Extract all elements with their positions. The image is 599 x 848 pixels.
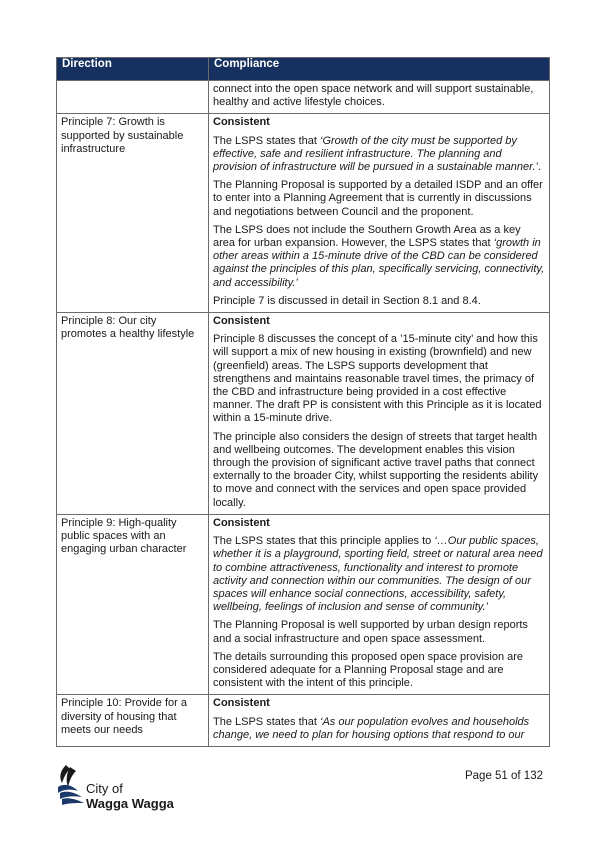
compliance-status: Consistent	[213, 697, 270, 710]
direction-cell: Principle 10: Provide for a diversity of housing that meets our needs	[57, 695, 209, 747]
logo-text	[86, 781, 174, 811]
wagga-wagga-emblem-icon	[56, 763, 90, 807]
compliance-cell	[209, 514, 550, 694]
compliance-paragraph: The LSPS states that this principle applies to ‘…Our public spaces, whether it is a playground, sporting field, street or natural area need to combine attractiveness, functionality and interest to promote activity and connection within our communities. The design of our spaces will enhance social connections, accessibility, safety, wellbeing, feelings of inclusion and sense of community.’	[213, 535, 543, 614]
direction-cell: Principle 9: High-quality public spaces with an engaging urban character	[57, 514, 209, 694]
direction-cell: Principle 8: Our city promotes a healthy lifestyle	[57, 313, 209, 515]
compliance-paragraph: The principle also considers the design of streets that target health and wellbeing outcomes. The development enables this vision through the provision of significant active travel paths that connect externally to the broader City, whilst supporting the residents ability to move and connect with the services and open space provided locally.	[213, 430, 539, 509]
compliance-status: Consistent	[213, 315, 270, 328]
compliance-cell	[209, 313, 550, 515]
direction-cell-empty	[57, 81, 209, 114]
compliance-paragraph: The Planning Proposal is supported by a detailed ISDP and an offer to enter into a Planning Agreement that is currently in discussions and negotiations between Council and the proponent.	[213, 179, 543, 218]
continuation-text: connect into the open space network and will support sustainable, healthy and active lifestyle choices.	[213, 83, 534, 109]
table-row	[57, 695, 550, 747]
direction-cell: Principle 7: Growth is supported by sustainable infrastructure	[57, 114, 209, 313]
table-row	[57, 313, 550, 515]
compliance-paragraph: Principle 8 discusses the concept of a ’15-minute city’ and how this will support a mix of new housing in existing (brownfield) and new (greenfield) areas. The LSPS supports development that strengthens and maintains reasonable travel times, the primacy of the CBD and infrastructure being provided in a cost effective manner. The draft PP is consistent with this Principle as it is located within a 15-minute drive.	[213, 333, 542, 425]
compliance-status: Consistent	[213, 116, 270, 129]
compliance-cell	[209, 695, 550, 747]
compliance-paragraph: The details surrounding this proposed open space provision are considered adequate for a Planning Proposal stage and are consistent with the intent of this principle.	[213, 650, 524, 690]
table-row	[57, 114, 550, 313]
page-number: Page 51 of 132	[464, 770, 543, 782]
table-row	[57, 514, 550, 694]
compliance-paragraph: The Planning Proposal is well supported by urban design reports and a social infrastructure and open space assessment.	[213, 619, 528, 645]
compliance-status: Consistent	[213, 516, 270, 529]
table-header-row	[57, 58, 550, 81]
compliance-cell	[209, 114, 550, 313]
city-logo	[56, 763, 186, 815]
compliance-paragraph: The LSPS states that ‘Growth of the city must be supported by effective, safe and resilient infrastructure. The planning and provision of infrastructure will be pursued in a sustainable manner.’.	[213, 134, 541, 174]
compliance-paragraph: The LSPS states that ‘As our population evolves and households change, we need to plan for housing options that respond to our	[213, 715, 530, 741]
header-compliance: Compliance	[209, 58, 550, 81]
compliance-paragraph: Principle 7 is discussed in detail in Section 8.1 and 8.4.	[213, 294, 481, 307]
compliance-paragraph: The LSPS does not include the Southern Growth Area as a key area for urban expansion. However, the LSPS states that ‘growth in other areas within a 15-minute drive of the CBD can be considered against the principles of this plan, specifically servicing, connectivity, and accessibility.’	[213, 223, 545, 289]
header-direction: Direction	[57, 58, 209, 81]
table-row-continuation	[57, 81, 550, 114]
logo-line-1: City of	[86, 781, 123, 796]
compliance-cell	[209, 81, 550, 114]
compliance-table	[56, 57, 550, 747]
logo-line-2: Wagga Wagga	[86, 796, 174, 811]
